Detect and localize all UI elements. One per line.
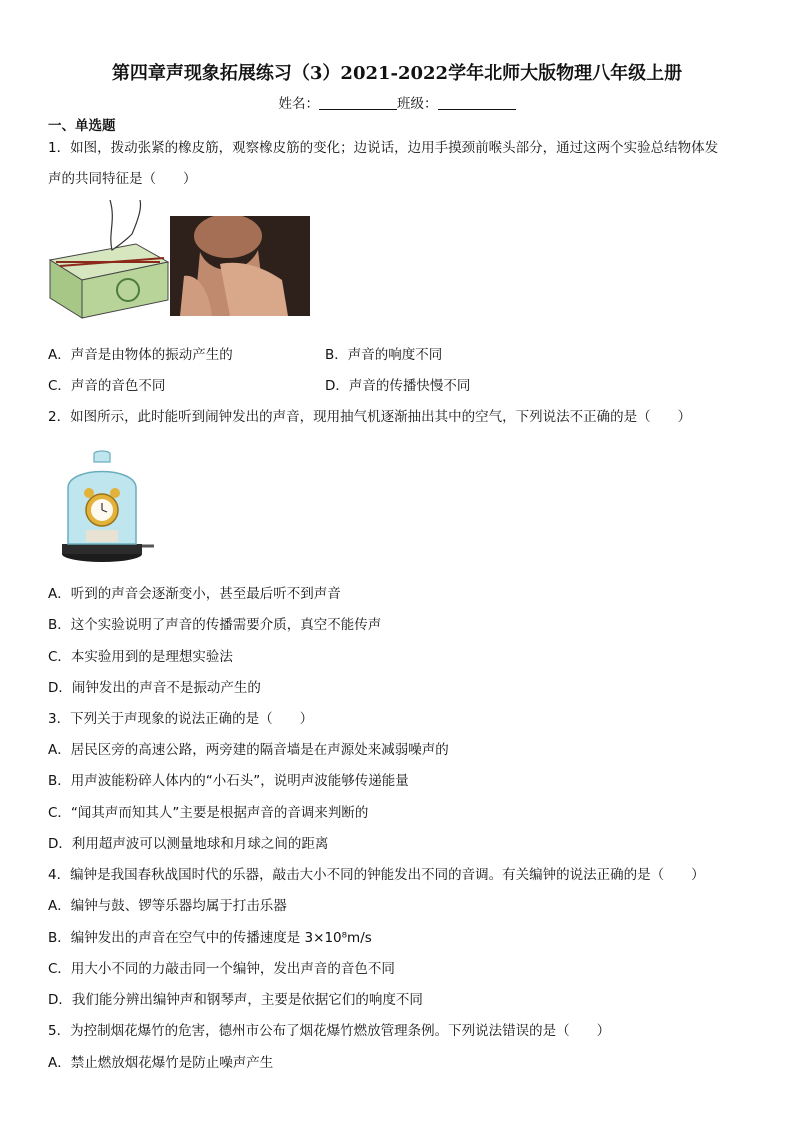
- throat-touch-photo: [170, 216, 310, 316]
- q2-option-a: A．听到的声音会逐渐变小，甚至最后听不到声音: [48, 586, 341, 602]
- q5-stem-line-1: 5．为控制烟花爆竹的危害，德州市公布了烟花爆竹燃放管理条例。下列说法错误的是（ ）: [48, 1023, 611, 1039]
- bell-jar-alarm-clock-illustration: [60, 448, 156, 566]
- q1-option-d: D．声音的传播快慢不同: [325, 378, 471, 394]
- q2-option-d: D．闹钟发出的声音不是振动产生的: [48, 680, 261, 696]
- q2-option-c: C．本实验用到的是理想实验法: [48, 649, 233, 665]
- q5-option-a: A．禁止燃放烟花爆竹是防止噪声产生: [48, 1055, 274, 1071]
- q1-stem-line-1: 1．如图，拨动张紧的橡皮筋，观察橡皮筋的变化；边说话，边用手摸颈前喉头部分，通过这两个实验总结物体发: [48, 140, 719, 156]
- q1-option-c: C．声音的音色不同: [48, 378, 166, 394]
- q4-option-b: B．编钟发出的声音在空气中的传播速度是 3×10⁸m/s: [48, 930, 372, 946]
- q1-option-b: B．声音的响度不同: [325, 347, 443, 363]
- class-blank[interactable]: [438, 95, 516, 110]
- q4-option-c: C．用大小不同的力敲击同一个编钟，发出声音的音色不同: [48, 961, 395, 977]
- q4-option-d: D．我们能分辨出编钟声和钢琴声，主要是依据它们的响度不同: [48, 992, 423, 1008]
- class-label: 班级：: [397, 96, 438, 112]
- name-label: 姓名：: [278, 96, 319, 112]
- q1-stem-line-2: 声的共同特征是（ ）: [48, 171, 197, 187]
- rubber-band-box-illustration: [48, 200, 170, 320]
- q3-option-c: C．“闻其声而知其人”主要是根据声音的音调来判断的: [48, 805, 369, 821]
- q2-option-b: B．这个实验说明了声音的传播需要介质，真空不能传声: [48, 617, 382, 633]
- q3-option-a: A．居民区旁的高速公路，两旁建的隔音墙是在声源处来减弱噪声的: [48, 742, 449, 758]
- q4-stem-line-1: 4．编钟是我国春秋战国时代的乐器，敲击大小不同的钟能发出不同的音调。有关编钟的说法正确的是（ ）: [48, 867, 705, 883]
- student-info: [0, 92, 794, 112]
- section-title: 一、单选题: [48, 118, 116, 134]
- q3-stem-line-1: 3．下列关于声现象的说法正确的是（ ）: [48, 711, 314, 727]
- q3-option-b: B．用声波能粉碎人体内的“小石头”，说明声波能够传递能量: [48, 773, 409, 789]
- q4-option-a: A．编钟与鼓、锣等乐器均属于打击乐器: [48, 898, 287, 914]
- q3-option-d: D．利用超声波可以测量地球和月球之间的距离: [48, 836, 329, 852]
- q2-stem-line-1: 2．如图所示，此时能听到闹钟发出的声音，现用抽气机逐渐抽出其中的空气，下列说法不正确的是（ ）: [48, 409, 692, 425]
- page-title: 第四章声现象拓展练习（3）2021-2022学年北师大版物理八年级上册: [111, 63, 683, 84]
- name-blank[interactable]: [319, 95, 397, 110]
- q1-option-a: A．声音是由物体的振动产生的: [48, 347, 233, 363]
